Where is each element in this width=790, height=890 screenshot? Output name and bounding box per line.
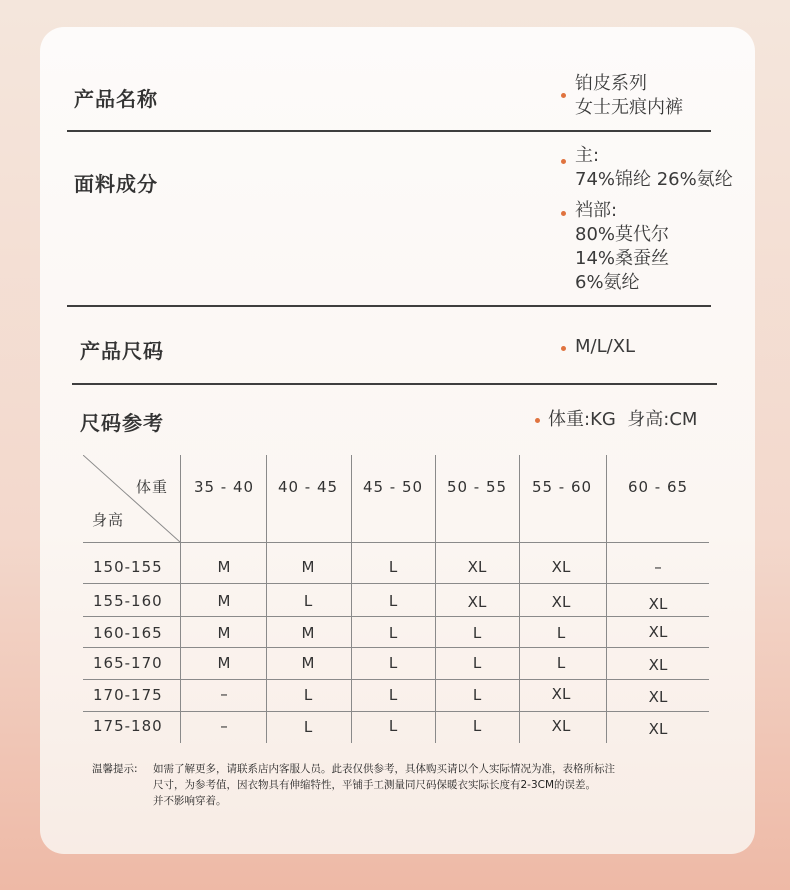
- size-cell: XL: [551, 558, 571, 576]
- size-cell: –: [220, 717, 228, 735]
- bullet-icon: [535, 418, 540, 423]
- size-cell: L: [303, 718, 313, 736]
- size-cell: XL: [648, 623, 668, 641]
- size-value: M/L/XL: [575, 336, 636, 357]
- divider: [67, 305, 711, 307]
- size-cell: XL: [551, 593, 571, 611]
- spec-card: [40, 27, 755, 854]
- size-cell: L: [388, 592, 398, 610]
- note-line1: 如需了解更多，请联系店内客服人员。此表仅供参考，具体购买请以个人实际情况为准，表格所标注: [153, 763, 615, 775]
- grid-line: [351, 455, 352, 743]
- grid-line: [435, 455, 436, 743]
- size-cell: XL: [551, 685, 571, 703]
- size-cell: L: [388, 717, 398, 735]
- bullet-icon: [561, 346, 566, 351]
- grid-line: [83, 647, 709, 648]
- size-cell: L: [303, 592, 313, 610]
- height-label: 165-170: [93, 654, 163, 672]
- corner-weight: 体重: [136, 478, 169, 496]
- grid-line: [83, 616, 709, 617]
- grid-line: [83, 679, 709, 680]
- weight-header: 60 - 65: [627, 478, 689, 496]
- height-label: 170-175: [93, 686, 163, 704]
- size-cell: L: [388, 558, 398, 576]
- size-cell: M: [217, 558, 231, 576]
- height-label: 160-165: [93, 624, 163, 642]
- grid-line: [83, 583, 709, 584]
- height-label: 150-155: [93, 558, 163, 576]
- size-cell: M: [301, 624, 315, 642]
- size-label: 产品尺码: [80, 339, 164, 363]
- size-cell: M: [217, 592, 231, 610]
- size-cell: XL: [648, 688, 668, 706]
- size-cell: XL: [551, 717, 571, 735]
- note-prefix: 温馨提示:: [92, 763, 138, 775]
- corner-height: 身高: [92, 511, 125, 529]
- note-line2: 尺寸，为参考值，因衣物具有伸缩特性，平铺手工测量同尺码保暖衣实际长度有2-3CM的误差。: [153, 779, 597, 791]
- fabric-label: 面料成分: [74, 172, 158, 196]
- size-cell: –: [654, 558, 662, 576]
- grid-line: [83, 711, 709, 712]
- size-cell: L: [388, 686, 398, 704]
- size-ref-units: 体重:KG 身高:CM: [548, 409, 698, 430]
- size-cell: M: [301, 558, 315, 576]
- size-cell: L: [472, 717, 482, 735]
- size-cell: XL: [648, 595, 668, 613]
- divider: [67, 130, 711, 132]
- size-cell: XL: [648, 720, 668, 738]
- height-label: 175-180: [93, 717, 163, 735]
- fabric-crotch-line: 80%莫代尔: [575, 224, 670, 245]
- fabric-crotch-line: 14%桑蚕丝: [575, 248, 670, 269]
- grid-line: [606, 455, 607, 743]
- grid-line: [519, 455, 520, 743]
- bullet-icon: [561, 159, 566, 164]
- size-cell: L: [472, 624, 482, 642]
- product-name-line1: 铂皮系列: [575, 73, 647, 94]
- size-cell: L: [472, 686, 482, 704]
- size-cell: XL: [648, 656, 668, 674]
- bullet-icon: [561, 93, 566, 98]
- weight-header: 40 - 45: [277, 478, 339, 496]
- size-cell: M: [217, 654, 231, 672]
- bullet-icon: [561, 211, 566, 216]
- fabric-main-value: 74%锦纶 26%氨纶: [575, 169, 733, 190]
- size-cell: L: [388, 624, 398, 642]
- product-name-line2: 女士无痕内裤: [575, 97, 683, 118]
- size-cell: L: [472, 654, 482, 672]
- weight-header: 35 - 40: [193, 478, 255, 496]
- fabric-crotch-line: 6%氨纶: [575, 272, 640, 293]
- grid-line: [266, 455, 267, 743]
- size-cell: L: [388, 654, 398, 672]
- divider: [72, 383, 717, 385]
- size-cell: XL: [467, 558, 487, 576]
- size-ref-label: 尺码参考: [80, 411, 164, 435]
- size-cell: XL: [467, 593, 487, 611]
- size-cell: M: [301, 654, 315, 672]
- grid-line: [180, 455, 181, 743]
- product-name-label: 产品名称: [74, 87, 158, 111]
- note-line3: 并不影响穿着。: [153, 795, 227, 807]
- size-cell: L: [556, 624, 566, 642]
- height-label: 155-160: [93, 592, 163, 610]
- size-cell: M: [217, 624, 231, 642]
- fabric-main-title: 主:: [575, 145, 600, 166]
- fabric-crotch-title: 裆部:: [575, 200, 618, 221]
- weight-header: 45 - 50: [362, 478, 424, 496]
- grid-line: [83, 542, 709, 543]
- size-cell: L: [303, 686, 313, 704]
- weight-header: 55 - 60: [531, 478, 593, 496]
- weight-header: 50 - 55: [446, 478, 508, 496]
- size-cell: –: [220, 685, 228, 703]
- size-cell: L: [556, 654, 566, 672]
